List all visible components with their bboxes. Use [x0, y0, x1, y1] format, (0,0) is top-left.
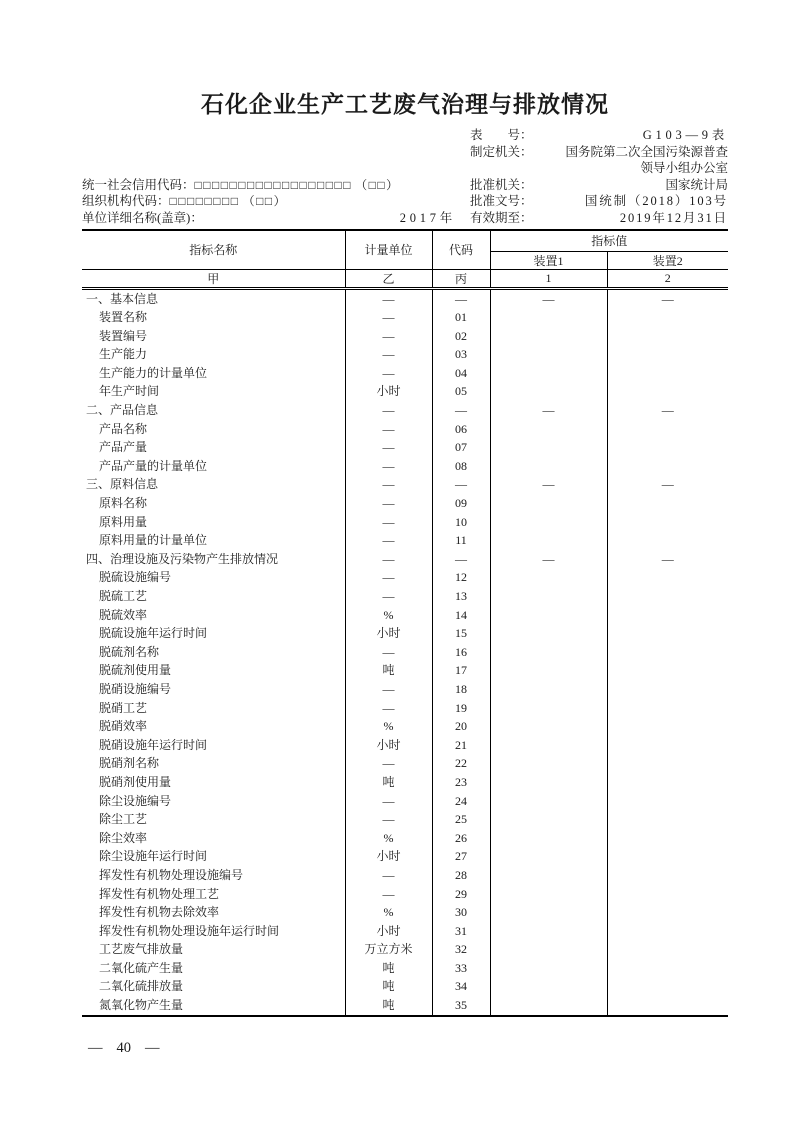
- footer-page-number: 40: [116, 1040, 131, 1056]
- value-cell-device2: [607, 773, 728, 792]
- value-cell-device2: —: [607, 288, 728, 308]
- col-key-bing: 丙: [432, 269, 490, 288]
- value-cell-device2: [607, 717, 728, 736]
- value-cell-device1: [490, 680, 607, 699]
- code-cell: 26: [432, 829, 490, 848]
- code-cell: 02: [432, 327, 490, 346]
- value-cell-device1: [490, 513, 607, 532]
- value-cell-device2: —: [607, 550, 728, 569]
- unit-cell: 吨: [345, 996, 432, 1016]
- value-cell-device2: [607, 959, 728, 978]
- value-cell-device2: [607, 364, 728, 383]
- table-row: [82, 680, 728, 699]
- value-cell-device2: [607, 866, 728, 885]
- page-number: [88, 1040, 160, 1057]
- unit-cell: 吨: [345, 959, 432, 978]
- org-code-suffix: （□□）: [242, 194, 288, 208]
- indicator-name-cell: 脱硝剂使用量: [99, 774, 172, 789]
- code-cell: 28: [432, 866, 490, 885]
- value-cell-device2: [607, 345, 728, 364]
- indicator-name-cell: 二氧化硫产生量: [99, 960, 184, 975]
- indicator-name-cell: 装置编号: [99, 328, 148, 343]
- code-cell: 22: [432, 754, 490, 773]
- code-cell: 14: [432, 606, 490, 625]
- value-cell-device1: [490, 885, 607, 904]
- value-cell-device1: —: [490, 475, 607, 494]
- indicator-name-cell: 挥发性有机物去除效率: [99, 905, 220, 920]
- table-row: [82, 494, 728, 513]
- table-row: [82, 345, 728, 364]
- value-cell-device2: [607, 903, 728, 922]
- value-cell-device2: [607, 680, 728, 699]
- doc-no-label: 批准文号：: [470, 194, 533, 208]
- value-cell-device2: [607, 977, 728, 996]
- value-cell-device2: [607, 829, 728, 848]
- table-row: [82, 754, 728, 773]
- code-cell: —: [432, 288, 490, 308]
- table-row: [82, 829, 728, 848]
- indicator-name-cell: 脱硝剂名称: [99, 756, 160, 771]
- value-cell-device1: [490, 903, 607, 922]
- code-cell: —: [432, 550, 490, 569]
- value-cell-device1: [490, 922, 607, 941]
- indicator-name-cell: 年生产时间: [99, 384, 160, 399]
- header-code: 代码: [432, 230, 490, 269]
- report-year: 2017年: [399, 210, 456, 225]
- meta-row-credit-code: [82, 177, 728, 194]
- approver-value: 国家统计局: [665, 177, 728, 192]
- org-code-label: 组织机构代码：: [82, 194, 170, 208]
- table-row: [82, 288, 728, 308]
- unit-cell: —: [345, 531, 432, 550]
- table-row: [82, 977, 728, 996]
- indicator-name-cell: 产品产量的计量单位: [99, 458, 208, 473]
- value-cell-device1: [490, 308, 607, 327]
- unit-cell: 万立方米: [345, 940, 432, 959]
- value-cell-device2: [607, 661, 728, 680]
- value-cell-device2: [607, 568, 728, 587]
- indicator-name-cell: 二氧化硫排放量: [99, 979, 184, 994]
- unit-cell: —: [345, 885, 432, 904]
- indicator-name-cell: 原料名称: [99, 496, 148, 511]
- indicator-name-cell: 装置名称: [99, 310, 148, 325]
- value-cell-device2: [607, 643, 728, 662]
- value-cell-device1: [490, 959, 607, 978]
- unit-cell: —: [345, 494, 432, 513]
- table-no-value: G103—9表: [642, 128, 728, 142]
- table-row: [82, 792, 728, 811]
- value-cell-device1: [490, 494, 607, 513]
- indicator-name-cell: 产品产量: [99, 440, 148, 455]
- col-key-2: 2: [607, 269, 728, 288]
- indicator-name-cell: 氮氧化物产生量: [99, 998, 184, 1013]
- maker-label: 制定机关：: [470, 144, 533, 159]
- value-cell-device1: [490, 829, 607, 848]
- maker-value-line1: 国务院第二次全国污染源普查: [565, 144, 728, 159]
- value-cell-device1: [490, 847, 607, 866]
- code-cell: 05: [432, 382, 490, 401]
- indicator-name-cell: 除尘效率: [99, 830, 148, 845]
- indicator-name-cell: 挥发性有机物处理设施年运行时间: [99, 923, 280, 938]
- indicator-table: [82, 229, 728, 1017]
- table-row: [82, 382, 728, 401]
- indicator-name-cell: 脱硫工艺: [99, 589, 148, 603]
- value-cell-device2: [607, 996, 728, 1016]
- valid-until-value: 2019年12月31日: [619, 210, 728, 225]
- code-cell: 19: [432, 699, 490, 718]
- indicator-name-cell: 除尘设施编号: [99, 793, 172, 808]
- code-cell: 04: [432, 364, 490, 383]
- unit-cell: —: [345, 550, 432, 569]
- indicator-name-cell: 脱硫效率: [99, 607, 148, 622]
- value-cell-device1: [490, 866, 607, 885]
- value-cell-device1: [490, 531, 607, 550]
- code-cell: 24: [432, 792, 490, 811]
- code-cell: 01: [432, 308, 490, 327]
- credit-code-suffix: （□□）: [355, 177, 400, 192]
- indicator-name-cell: 四、治理设施及污染物产生排放情况: [86, 551, 279, 566]
- form-meta-block: [82, 127, 728, 226]
- value-cell-device1: [490, 792, 607, 811]
- valid-until-label: 有效期至：: [470, 210, 533, 225]
- indicator-name-cell: 挥发性有机物处理工艺: [99, 886, 220, 901]
- value-cell-device1: —: [490, 550, 607, 569]
- table-row: [82, 308, 728, 327]
- code-cell: 31: [432, 922, 490, 941]
- value-cell-device1: [490, 457, 607, 476]
- unit-cell: —: [345, 475, 432, 494]
- code-cell: —: [432, 475, 490, 494]
- unit-cell: %: [345, 717, 432, 736]
- unit-cell: —: [345, 438, 432, 457]
- code-cell: 11: [432, 531, 490, 550]
- value-cell-device2: [607, 736, 728, 755]
- value-cell-device2: [607, 308, 728, 327]
- table-row: [82, 885, 728, 904]
- table-row: [82, 475, 728, 494]
- table-row: [82, 550, 728, 569]
- unit-cell: 吨: [345, 773, 432, 792]
- unit-cell: 吨: [345, 661, 432, 680]
- code-cell: 08: [432, 457, 490, 476]
- value-cell-device1: [490, 810, 607, 829]
- table-row: [82, 327, 728, 346]
- value-cell-device1: [490, 606, 607, 625]
- value-cell-device1: —: [490, 288, 607, 308]
- indicator-name-cell: 生产能力的计量单位: [99, 365, 208, 380]
- table-row: [82, 699, 728, 718]
- value-cell-device1: [490, 977, 607, 996]
- indicator-name-cell: 产品名称: [99, 421, 148, 436]
- table-row: [82, 531, 728, 550]
- code-cell: 12: [432, 568, 490, 587]
- value-cell-device1: [490, 661, 607, 680]
- unit-cell: %: [345, 606, 432, 625]
- table-body: [82, 288, 728, 1016]
- table-row: [82, 773, 728, 792]
- unit-cell: —: [345, 810, 432, 829]
- credit-code-label: 统一社会信用代码：: [82, 177, 195, 192]
- code-cell: 21: [432, 736, 490, 755]
- table-row: [82, 568, 728, 587]
- approver-label: 批准机关：: [470, 177, 533, 192]
- unit-cell: —: [345, 680, 432, 699]
- unit-cell: —: [345, 792, 432, 811]
- indicator-name-cell: 工艺废气排放量: [99, 942, 184, 957]
- table-row: [82, 903, 728, 922]
- indicator-name-cell: 二、产品信息: [86, 403, 159, 418]
- indicator-name-cell: 生产能力: [99, 347, 148, 362]
- code-cell: 33: [432, 959, 490, 978]
- code-cell: 18: [432, 680, 490, 699]
- value-cell-device1: [490, 345, 607, 364]
- code-cell: 15: [432, 624, 490, 643]
- table-row: [82, 401, 728, 420]
- indicator-name-cell: 原料用量: [99, 514, 148, 529]
- col-key-yi: 乙: [345, 269, 432, 288]
- value-cell-device2: [607, 531, 728, 550]
- indicator-name-cell: 脱硝效率: [99, 719, 148, 734]
- unit-name-label: 单位详细名称(盖章)：: [82, 210, 203, 225]
- value-cell-device2: [607, 327, 728, 346]
- table-row: [82, 624, 728, 643]
- value-cell-device2: [607, 494, 728, 513]
- table-row: [82, 940, 728, 959]
- meta-row-unit-name: [82, 210, 728, 227]
- value-cell-device1: [490, 736, 607, 755]
- indicator-name-cell: 一、基本信息: [86, 291, 159, 306]
- table-row: [82, 922, 728, 941]
- unit-cell: —: [345, 420, 432, 439]
- unit-cell: —: [345, 513, 432, 532]
- table-row: [82, 643, 728, 662]
- value-cell-device1: [490, 438, 607, 457]
- table-row: [82, 457, 728, 476]
- indicator-name-cell: 脱硝设施编号: [99, 681, 172, 696]
- table-row: [82, 587, 728, 606]
- doc-no-value: 国统制（2018）103号: [584, 194, 728, 208]
- table-row: [82, 661, 728, 680]
- code-cell: 20: [432, 717, 490, 736]
- code-cell: 17: [432, 661, 490, 680]
- value-cell-device2: [607, 513, 728, 532]
- table-row: [82, 810, 728, 829]
- code-cell: 09: [432, 494, 490, 513]
- value-cell-device1: [490, 382, 607, 401]
- table-no-label: 表 号：: [470, 128, 533, 142]
- code-cell: 13: [432, 587, 490, 606]
- header-indicator: 指标名称: [82, 230, 345, 269]
- indicator-name-cell: 脱硫设施年运行时间: [99, 626, 208, 641]
- meta-left-spacer: [82, 127, 470, 144]
- value-cell-device2: —: [607, 475, 728, 494]
- value-cell-device2: [607, 922, 728, 941]
- table-row: [82, 847, 728, 866]
- indicator-name-cell: 脱硝设施年运行时间: [99, 737, 208, 752]
- value-cell-device2: [607, 624, 728, 643]
- meta-row-org-code: [82, 193, 728, 210]
- value-cell-device2: [607, 847, 728, 866]
- code-cell: 25: [432, 810, 490, 829]
- header-device1: 装置1: [490, 251, 607, 269]
- value-cell-device1: [490, 364, 607, 383]
- unit-cell: 小时: [345, 736, 432, 755]
- unit-cell: —: [345, 457, 432, 476]
- value-cell-device1: [490, 717, 607, 736]
- unit-cell: —: [345, 401, 432, 420]
- unit-cell: —: [345, 587, 432, 606]
- col-key-jia: 甲: [82, 269, 345, 288]
- unit-cell: —: [345, 288, 432, 308]
- indicator-name-cell: 原料用量的计量单位: [99, 533, 208, 548]
- code-cell: 06: [432, 420, 490, 439]
- table-row: [82, 364, 728, 383]
- credit-code-boxes: □□□□□□□□□□□□□□□□□□: [194, 177, 352, 192]
- table-row: [82, 736, 728, 755]
- value-cell-device2: [607, 438, 728, 457]
- table-row: [82, 996, 728, 1016]
- code-cell: 03: [432, 345, 490, 364]
- code-cell: 10: [432, 513, 490, 532]
- value-cell-device2: [607, 885, 728, 904]
- value-cell-device1: [490, 754, 607, 773]
- value-cell-device1: [490, 624, 607, 643]
- code-cell: 30: [432, 903, 490, 922]
- indicator-name-cell: 除尘工艺: [99, 812, 148, 827]
- unit-cell: 吨: [345, 977, 432, 996]
- indicator-name-cell: 除尘设施年运行时间: [99, 849, 208, 864]
- indicator-name-cell: 脱硫设施编号: [99, 570, 172, 585]
- unit-cell: —: [345, 364, 432, 383]
- value-cell-device2: —: [607, 401, 728, 420]
- col-key-1: 1: [490, 269, 607, 288]
- code-cell: 34: [432, 977, 490, 996]
- table-row: [82, 513, 728, 532]
- value-cell-device2: [607, 699, 728, 718]
- value-cell-device1: [490, 940, 607, 959]
- value-cell-device2: [607, 792, 728, 811]
- header-device2: 装置2: [607, 251, 728, 269]
- code-cell: 23: [432, 773, 490, 792]
- unit-cell: 小时: [345, 624, 432, 643]
- value-cell-device1: [490, 327, 607, 346]
- code-cell: 29: [432, 885, 490, 904]
- org-code-boxes: □□□□□□□□: [169, 194, 240, 208]
- code-cell: 32: [432, 940, 490, 959]
- indicator-name-cell: 三、原料信息: [86, 477, 159, 492]
- value-cell-device1: [490, 587, 607, 606]
- code-cell: 35: [432, 996, 490, 1016]
- unit-cell: %: [345, 903, 432, 922]
- indicator-name-cell: 脱硫剂名称: [99, 644, 160, 659]
- indicator-name-cell: 脱硫剂使用量: [99, 663, 172, 678]
- code-cell: 27: [432, 847, 490, 866]
- value-cell-device2: [607, 606, 728, 625]
- code-cell: 07: [432, 438, 490, 457]
- unit-cell: %: [345, 829, 432, 848]
- value-cell-device1: [490, 643, 607, 662]
- unit-cell: —: [345, 568, 432, 587]
- value-cell-device2: [607, 810, 728, 829]
- unit-cell: —: [345, 754, 432, 773]
- code-cell: —: [432, 401, 490, 420]
- table-row: [82, 717, 728, 736]
- meta-row-maker: [82, 144, 728, 161]
- meta-left-spacer: [82, 160, 470, 177]
- footer-right-dash: —: [145, 1040, 160, 1056]
- unit-cell: —: [345, 308, 432, 327]
- unit-cell: 小时: [345, 847, 432, 866]
- table-header: [82, 230, 728, 288]
- table-row: [82, 866, 728, 885]
- unit-cell: 小时: [345, 382, 432, 401]
- meta-row-maker-cont: [82, 160, 728, 177]
- value-cell-device2: [607, 754, 728, 773]
- value-cell-device1: [490, 699, 607, 718]
- maker-value-line2: 领导小组办公室: [640, 161, 728, 175]
- table-row: [82, 438, 728, 457]
- header-value: 指标值: [490, 230, 728, 251]
- footer-left-dash: —: [88, 1040, 103, 1056]
- value-cell-device2: [607, 940, 728, 959]
- unit-cell: —: [345, 643, 432, 662]
- value-cell-device1: [490, 420, 607, 439]
- unit-cell: —: [345, 699, 432, 718]
- table-row: [82, 420, 728, 439]
- value-cell-device2: [607, 382, 728, 401]
- header-unit: 计量单位: [345, 230, 432, 269]
- page-title: 石化企业生产工艺废气治理与排放情况: [201, 92, 609, 117]
- unit-cell: 小时: [345, 922, 432, 941]
- value-cell-device1: [490, 773, 607, 792]
- value-cell-device1: —: [490, 401, 607, 420]
- value-cell-device2: [607, 420, 728, 439]
- indicator-name-cell: 脱硝工艺: [99, 700, 148, 715]
- value-cell-device2: [607, 457, 728, 476]
- indicator-name-cell: 挥发性有机物处理设施编号: [99, 867, 244, 882]
- unit-cell: —: [345, 866, 432, 885]
- meta-row-table-no: [82, 127, 728, 144]
- meta-left-spacer: [82, 144, 470, 161]
- code-cell: 16: [432, 643, 490, 662]
- unit-cell: —: [345, 327, 432, 346]
- table-row: [82, 606, 728, 625]
- value-cell-device1: [490, 996, 607, 1016]
- value-cell-device1: [490, 568, 607, 587]
- unit-cell: —: [345, 345, 432, 364]
- table-row: [82, 959, 728, 978]
- value-cell-device2: [607, 587, 728, 606]
